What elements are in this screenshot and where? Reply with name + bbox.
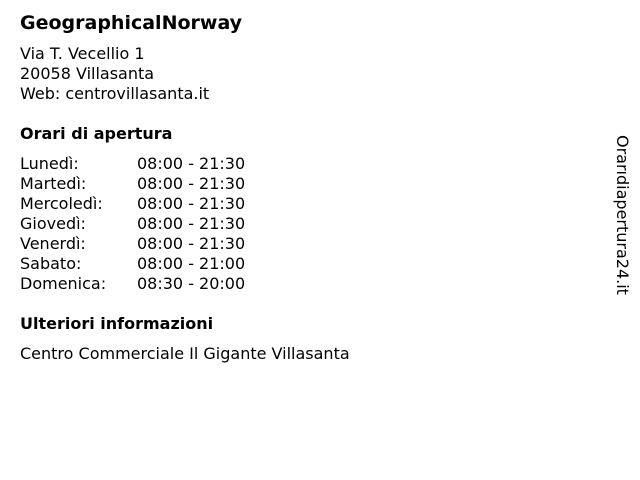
additional-info-heading: Ulteriori informazioni	[20, 314, 214, 333]
hours-row	[20, 214, 245, 234]
hours-time: 08:00 - 21:30	[137, 214, 246, 233]
hours-day: Domenica:	[20, 274, 107, 293]
hours-day: Mercoledì:	[20, 194, 103, 213]
hours-time: 08:00 - 21:30	[137, 174, 246, 193]
hours-day: Sabato:	[20, 254, 82, 273]
hours-day: Lunedì:	[20, 154, 79, 173]
hours-day: Martedì:	[20, 174, 87, 193]
address-street: Via T. Vecellio 1	[20, 44, 145, 63]
hours-row	[20, 234, 245, 254]
hours-row	[20, 174, 245, 194]
hours-time: 08:00 - 21:30	[137, 234, 246, 253]
business-name: GeographicalNorway	[20, 12, 243, 34]
hours-row	[20, 154, 245, 174]
address-block	[20, 44, 209, 104]
hours-time: 08:00 - 21:30	[137, 154, 246, 173]
hours-time: 08:00 - 21:00	[137, 254, 246, 273]
hours-row	[20, 274, 245, 294]
opening-hours-table	[20, 154, 245, 294]
hours-row	[20, 194, 245, 214]
website-link[interactable]: Web: centrovillasanta.it	[20, 84, 210, 103]
hours-day: Giovedì:	[20, 214, 86, 233]
opening-hours-heading: Orari di apertura	[20, 124, 173, 143]
hours-row	[20, 254, 245, 274]
site-watermark: Orarıdiapertura24.it	[613, 135, 632, 295]
hours-time: 08:00 - 21:30	[137, 194, 246, 213]
hours-day: Venerdì:	[20, 234, 86, 253]
additional-info-text: Centro Commerciale Il Gigante Villasanta	[20, 344, 350, 363]
address-city: 20058 Villasanta	[20, 64, 155, 83]
hours-time: 08:30 - 20:00	[137, 274, 246, 293]
